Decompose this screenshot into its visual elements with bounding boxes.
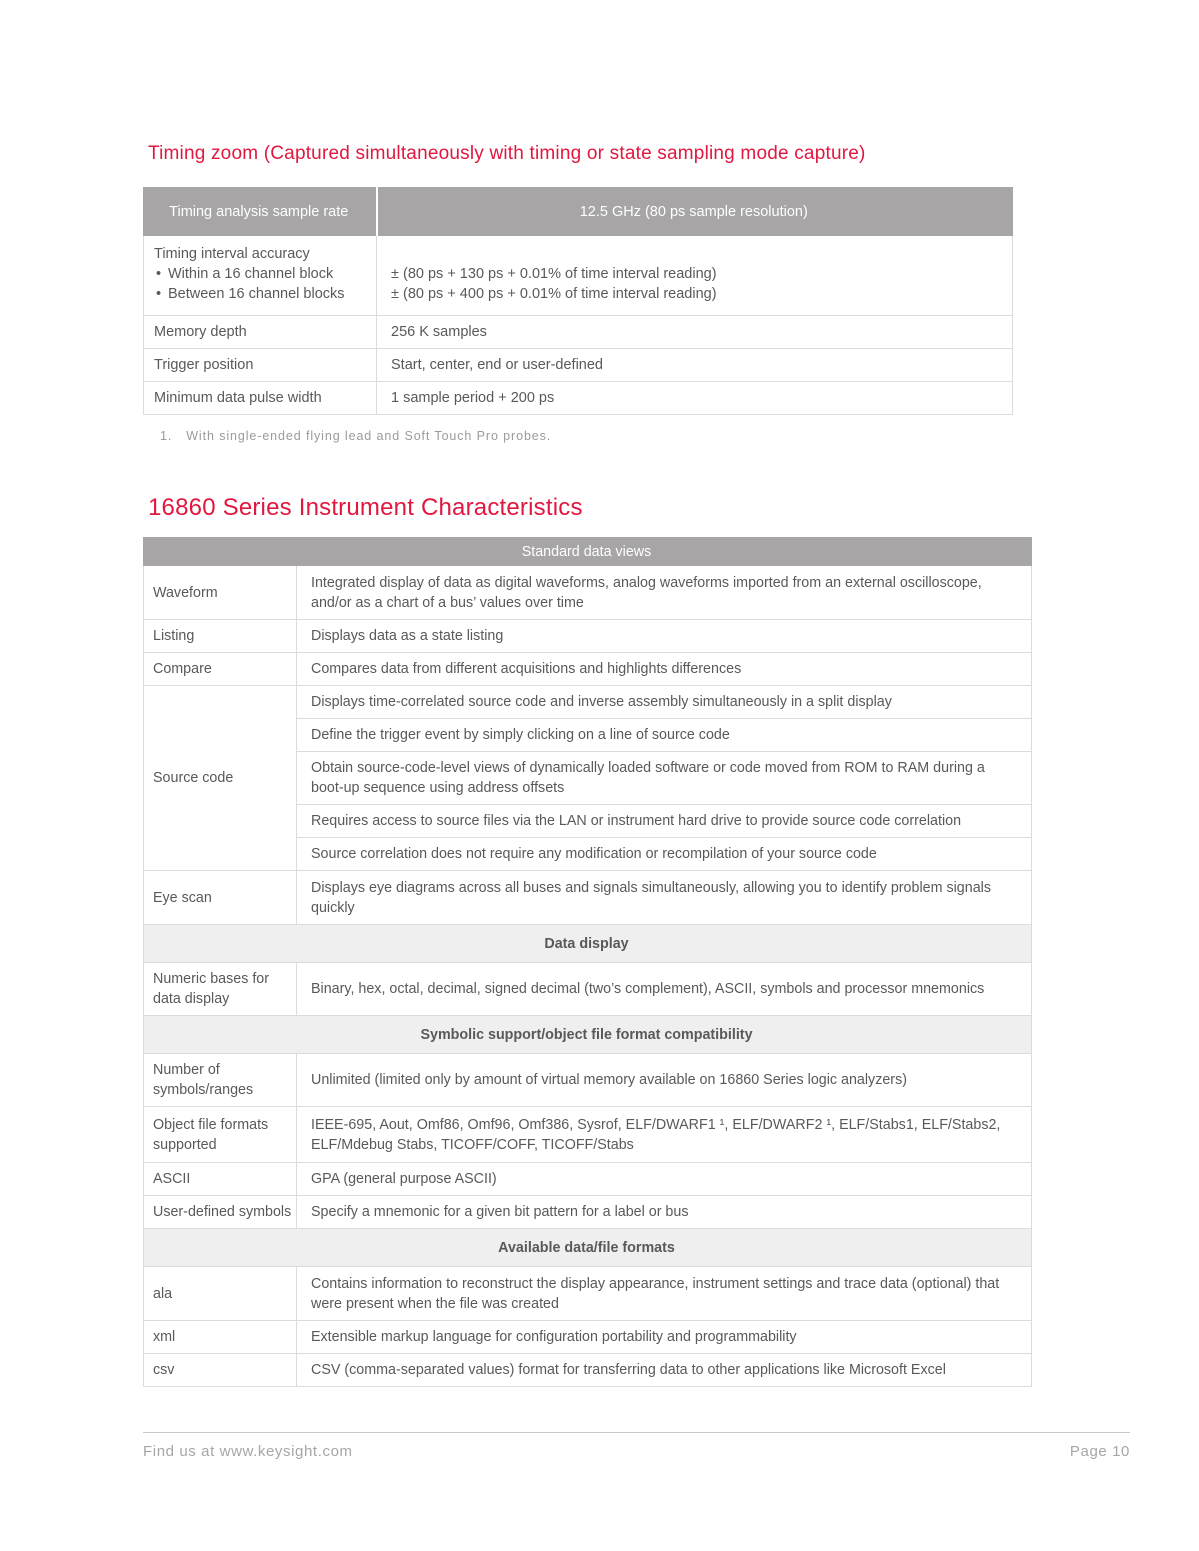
spec-label-user-defined-symbols: User-defined symbols: [144, 1196, 297, 1229]
accuracy-bullet: • Within a 16 channel block: [154, 264, 364, 284]
section-row-data-display: [144, 925, 1032, 963]
table-row: [144, 1163, 1032, 1196]
source-code-feature: Displays time-correlated source code and inverse assembly simultaneously in a split display: [297, 686, 1032, 719]
footnote-number: 1.: [160, 429, 173, 443]
spec-label-trigger-position: Trigger position: [144, 349, 377, 382]
timing-table-header-row: [144, 188, 1013, 236]
spec-label-source-code: Source code: [144, 686, 297, 871]
spec-value-object-file-formats: IEEE-695, Aout, Omf86, Omf96, Omf386, Sysrof, ELF/DWARF1 ¹, ELF/DWARF2 ¹, ELF/Stabs1, ELF/Stabs2, ELF/Mdebug Stabs, TICOFF/COFF, TICOFF/Stabs: [297, 1107, 1032, 1163]
section-header-symbolic-support: Symbolic support/object file format compatibility: [144, 1016, 1032, 1054]
timing-zoom-table: [143, 187, 1013, 415]
accuracy-bullet: • Between 16 channel blocks: [154, 284, 364, 304]
spec-label-memory-depth: Memory depth: [144, 316, 377, 349]
table-row: [144, 653, 1032, 686]
spec-value-trigger-position: Start, center, end or user-defined: [377, 349, 1013, 382]
section-header-data-display: Data display: [144, 925, 1032, 963]
table-row: [144, 620, 1032, 653]
spec-label-ala: ala: [144, 1267, 297, 1321]
section-title-timing-zoom: Timing zoom (Captured simultaneously with timing or state sampling mode capture): [148, 143, 866, 164]
spec-value-csv: CSV (comma-separated values) format for transferring data to other applications like Microsoft Excel: [297, 1354, 1032, 1387]
spec-value-numeric-bases: Binary, hex, octal, decimal, signed decimal (two’s complement), ASCII, symbols and processor mnemonics: [297, 963, 1032, 1016]
footnote-text: With single-ended flying lead and Soft Touch Pro probes.: [186, 429, 552, 443]
spec-label-compare: Compare: [144, 653, 297, 686]
spec-label-ascii: ASCII: [144, 1163, 297, 1196]
source-code-feature: Define the trigger event by simply clicking on a line of source code: [297, 719, 1032, 752]
spec-value-min-data-pulse-width: 1 sample period + 200 ps: [377, 382, 1013, 415]
accuracy-title: Timing interval accuracy: [154, 246, 310, 262]
spec-value-compare: Compares data from different acquisitions and highlights differences: [297, 653, 1032, 686]
spec-label-waveform: Waveform: [144, 566, 297, 620]
spec-label-csv: csv: [144, 1354, 297, 1387]
spec-label-xml: xml: [144, 1321, 297, 1354]
accuracy-value-line: ± (80 ps + 400 ps + 0.01% of time interval reading): [391, 286, 717, 302]
section-row-symbolic-support: [144, 1016, 1032, 1054]
spec-value-ascii: GPA (general purpose ASCII): [297, 1163, 1032, 1196]
accuracy-value-line: ± (80 ps + 130 ps + 0.01% of time interval reading): [391, 266, 717, 282]
table-row: [144, 1054, 1032, 1107]
page-number: Page 10: [1069, 1443, 1130, 1460]
spec-label-timing-interval-accuracy: [144, 236, 377, 316]
timing-table-header-value: 12.5 GHz (80 ps sample resolution): [377, 188, 1013, 236]
spec-label-object-file-formats: Object file formats supported: [144, 1107, 297, 1163]
spec-value-waveform: Integrated display of data as digital waveforms, analog waveforms imported from an external oscilloscope, and/or as a chart of a bus’ values over time: [297, 566, 1032, 620]
timing-table-header-label: Timing analysis sample rate: [144, 188, 377, 236]
section-title-instrument-characteristics: 16860 Series Instrument Characteristics: [148, 494, 583, 521]
table-row: [144, 349, 1013, 382]
table-row: [144, 1196, 1032, 1229]
section-row-available-formats: [144, 1229, 1032, 1267]
footer-link[interactable]: Find us at www.keysight.com: [143, 1443, 353, 1460]
spec-label-eye-scan: Eye scan: [144, 871, 297, 925]
table-row: [144, 1354, 1032, 1387]
table-row: [144, 871, 1032, 925]
spec-value-number-of-symbols: Unlimited (limited only by amount of virtual memory available on 16860 Series logic analyzers): [297, 1054, 1032, 1107]
section-header-available-formats: Available data/file formats: [144, 1229, 1032, 1267]
spec-label-number-of-symbols: Number of symbols/ranges: [144, 1054, 297, 1107]
source-code-feature: Obtain source-code-level views of dynamically loaded software or code moved from ROM to RAM during a boot-up sequence using address offsets: [297, 752, 1032, 805]
source-code-feature: Source correlation does not require any modification or recompilation of your source code: [297, 838, 1032, 871]
spec-label-numeric-bases: Numeric bases for data display: [144, 963, 297, 1016]
page-footer: [143, 1432, 1130, 1460]
table-row: [144, 686, 1032, 719]
table-row: [144, 1107, 1032, 1163]
spec-value-eye-scan: Displays eye diagrams across all buses and signals simultaneously, allowing you to identify problem signals quickly: [297, 871, 1032, 925]
spec-value-memory-depth: 256 K samples: [377, 316, 1013, 349]
spec-label-listing: Listing: [144, 620, 297, 653]
table-row: [144, 566, 1032, 620]
characteristics-header: Standard data views: [144, 538, 1032, 566]
spec-value-listing: Displays data as a state listing: [297, 620, 1032, 653]
table-row: [144, 316, 1013, 349]
footnote: [143, 429, 1199, 443]
spec-value-ala: Contains information to reconstruct the display appearance, instrument settings and trace data (optional) that were present when the file was created: [297, 1267, 1032, 1321]
table-row: [144, 1267, 1032, 1321]
table-row: [144, 1321, 1032, 1354]
characteristics-header-row: [144, 538, 1032, 566]
spec-label-min-data-pulse-width: Minimum data pulse width: [144, 382, 377, 415]
instrument-characteristics-table: [143, 537, 1032, 1387]
spec-value-user-defined-symbols: Specify a mnemonic for a given bit pattern for a label or bus: [297, 1196, 1032, 1229]
source-code-feature: Requires access to source files via the LAN or instrument hard drive to provide source code correlation: [297, 805, 1032, 838]
table-row: [144, 382, 1013, 415]
table-row: [144, 963, 1032, 1016]
table-row: [144, 236, 1013, 316]
spec-value-timing-interval-accuracy: [377, 236, 1013, 316]
spec-value-xml: Extensible markup language for configuration portability and programmability: [297, 1321, 1032, 1354]
